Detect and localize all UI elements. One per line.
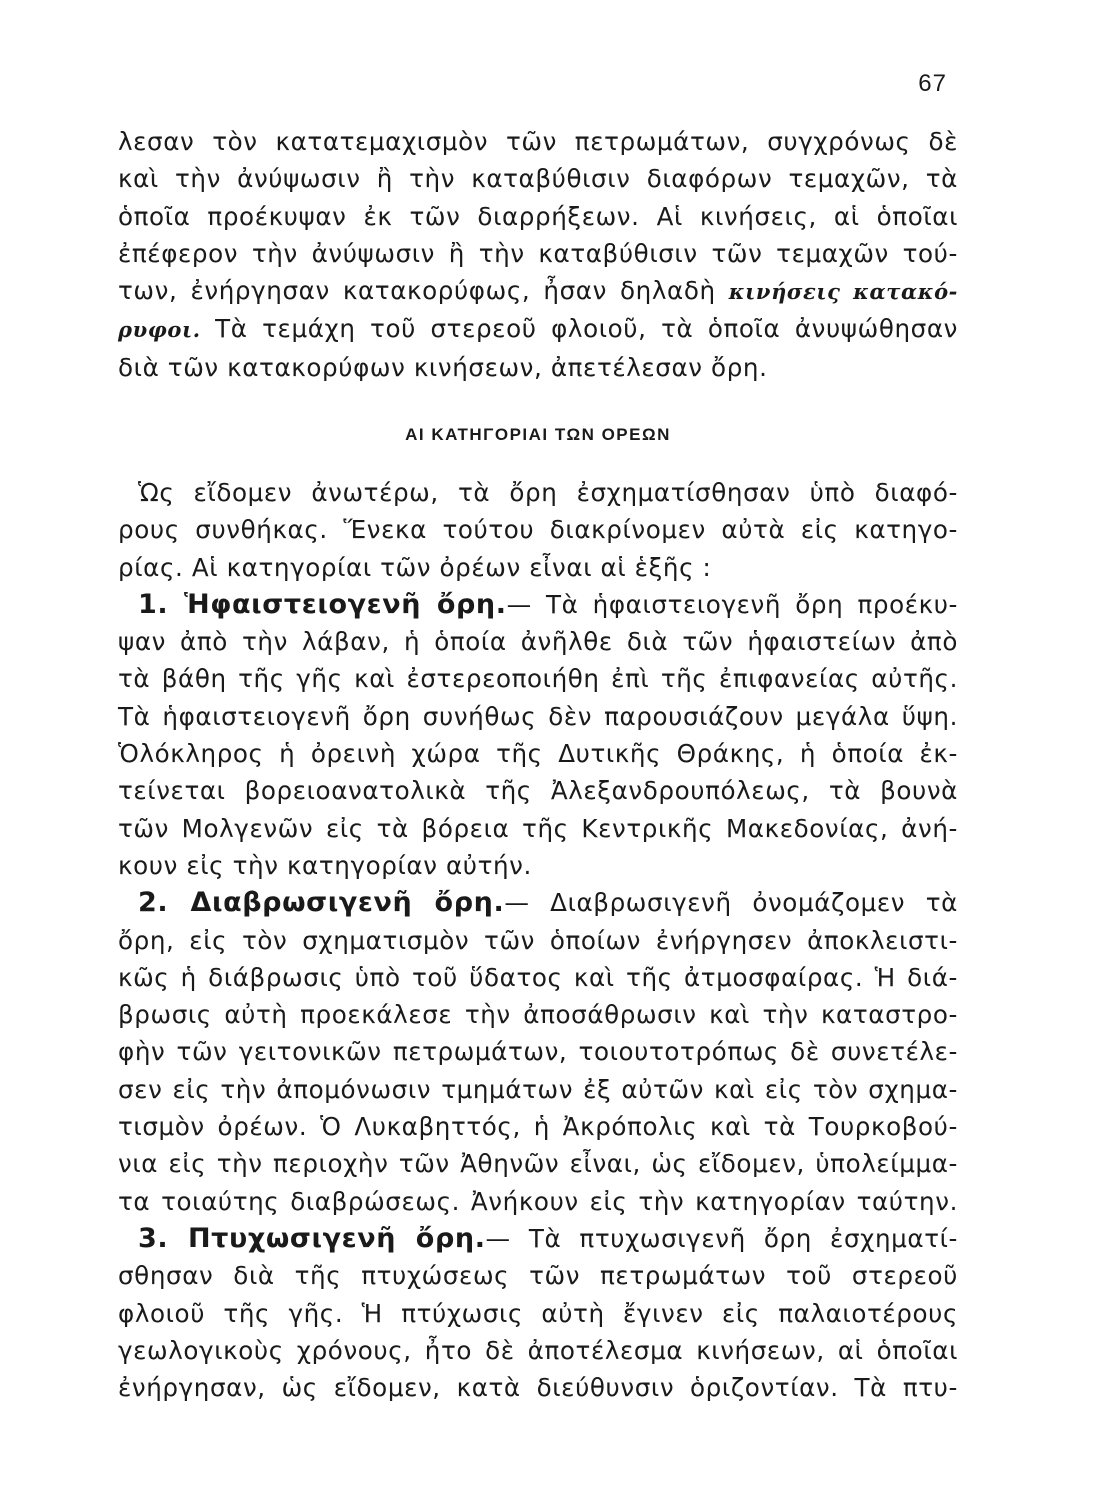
text-run: των, ἐνήργησαν κατακορύφως, ἦσαν δηλαδὴ (118, 276, 716, 306)
text-run: — Διαβρωσιγενῆ ὀνομάζομεν τὰ (504, 888, 958, 918)
text-line: ἐνήργησαν, ὡς εἴδομεν, κατὰ διεύθυνσιν ὁριζοντίαν. Τὰ πτυ- (118, 1373, 958, 1403)
text-line: σεν εἰς τὴν ἀπομόνωσιν τμημάτων ἐξ αὐτῶν καὶ εἰς τὸν σχημα- (118, 1074, 958, 1104)
text-line: γεωλογικοὺς χρόνους, ἦτο δὲ ἀποτέλεσμα κινήσεων, αἱ ὁποῖαι (118, 1335, 958, 1365)
categories-body (118, 474, 958, 1406)
text-line: διὰ τῶν κατακορύφων κινήσεων, ἀπετέλεσαν ὄρη. (118, 352, 768, 382)
subheading-erosion: 2. Διαβρωσιγενῆ ὄρη. (138, 887, 505, 919)
text-line: ρίας. Αἱ κατηγορίαι τῶν ὀρέων εἶναι αἱ ἑξῆς : (118, 552, 712, 582)
text-line: ὁποῖα προέκυψαν ἐκ τῶν διαρρήξεων. Αἱ κινήσεις, αἱ ὁποῖαι (118, 201, 958, 231)
text-line: τῶν Μολγενῶν εἰς τὰ βόρεια τῆς Κεντρικῆς Μακεδονίας, ἀνή- (118, 813, 958, 843)
text-line: Τὰ ἡφαιστειογενῆ ὄρη συνήθως δὲν παρουσιάζουν μεγάλα ὕψη. (118, 701, 958, 731)
emphasis-term: ρυφοι. (118, 317, 201, 343)
text-line: ὄρη, εἰς τὸν σχηματισμὸν τῶν ὁποίων ἐνήργησεν ἀποκλειστι- (118, 925, 958, 955)
text-line: κουν εἰς τὴν κατηγορίαν αὐτήν. (118, 850, 532, 880)
text-line (118, 272, 958, 310)
text-line (118, 586, 958, 623)
text-line: κῶς ἡ διάβρωσις ὑπὸ τοῦ ὕδατος καὶ τῆς ἀτμοσφαίρας. Ἡ διά- (118, 962, 958, 992)
text-line: ρους συνθήκας. Ἕνεκα τούτου διακρίνομεν αὐτὰ εἰς κατηγο- (118, 515, 958, 545)
subheading-folding: 3. Πτυχωσιγενῆ ὄρη. (138, 1222, 486, 1254)
section-heading: ΑΙ ΚΑΤΗΓΟΡΙΑΙ ΤΩΝ ΟΡΕΩΝ (405, 425, 671, 444)
text-line: φὴν τῶν γειτονικῶν πετρωμάτων, τοιουτοτρόπως δὲ συνετέλε- (118, 1037, 958, 1067)
text-run: — Τὰ ἡφαιστειογενῆ ὄρη προέκυ- (506, 589, 959, 619)
text-line: Ὁλόκληρος ἡ ὀρεινὴ χώρα τῆς Δυτικῆς Θράκης, ἡ ὁποία ἐκ- (118, 739, 958, 769)
text-line: φλοιοῦ τῆς γῆς. Ἡ πτύχωσις αὐτὴ ἔγινεν εἰς παλαιοτέρους (118, 1298, 958, 1328)
subheading-volcanic: 1. Ἡφαιστειογενῆ ὄρη. (138, 588, 507, 620)
text-line: ἐπέφερον τὴν ἀνύψωσιν ἢ τὴν καταβύθισιν τῶν τεμαχῶν τού- (118, 238, 958, 268)
text-line: λεσαν τὸν κατατεμαχισμὸν τῶν πετρωμάτων, συγχρόνως δὲ (118, 127, 958, 156)
text-line: νια εἰς τὴν περιοχὴν τῶν Ἀθηνῶν εἶναι, ὡς εἴδομεν, ὑπολείμμα- (118, 1149, 958, 1179)
text-line: βρωσις αὐτὴ προεκάλεσε τὴν ἀποσάθρωσιν καὶ τὴν καταστρο- (118, 1000, 958, 1030)
text-line (118, 884, 958, 921)
paragraph-continuation (118, 123, 958, 386)
text-line: τα τοιαύτης διαβρώσεως. Ἀνήκουν εἰς τὴν κατηγορίαν ταύτην. (118, 1186, 958, 1216)
text-line: τὰ βάθη τῆς γῆς καὶ ἐστερεοποιήθη ἐπὶ τῆς ἐπιφανείας αὐτῆς. (118, 664, 958, 694)
text-line: ψαν ἀπὸ τὴν λάβαν, ἡ ὁποία ἀνῆλθε διὰ τῶν ἡφαιστείων ἀπὸ (118, 627, 958, 657)
text-line: καὶ τὴν ἀνύψωσιν ἢ τὴν καταβύθισιν διαφόρων τεμαχῶν, τὰ (118, 164, 958, 194)
text-line: τισμὸν ὀρέων. Ὁ Λυκαβηττός, ἡ Ἀκρόπολις καὶ τὰ Τουρκοβού- (118, 1112, 958, 1142)
text-line (118, 310, 958, 348)
text-line: τείνεται βορειοανατολικὰ τῆς Ἀλεξανδρουπόλεως, τὰ βουνὰ (118, 776, 958, 806)
text-run: Τὰ τεμάχη τοῦ στερεοῦ φλοιοῦ, τὰ ὁποῖα ἀνυψώθησαν (200, 314, 958, 344)
page-number: 67 (918, 70, 947, 97)
text-run: — Τὰ πτυχωσιγενῆ ὄρη ἐσχηματί- (485, 1223, 958, 1253)
emphasis-term: κινήσεις κατακό- (728, 279, 958, 305)
text-line (118, 1220, 958, 1257)
text-line: Ὡς εἴδομεν ἀνωτέρω, τὰ ὄρη ἐσχηματίσθησαν ὑπὸ διαφό- (138, 478, 958, 507)
text-line: σθησαν διὰ τῆς πτυχώσεως τῶν πετρωμάτων τοῦ στερεοῦ (118, 1261, 958, 1291)
